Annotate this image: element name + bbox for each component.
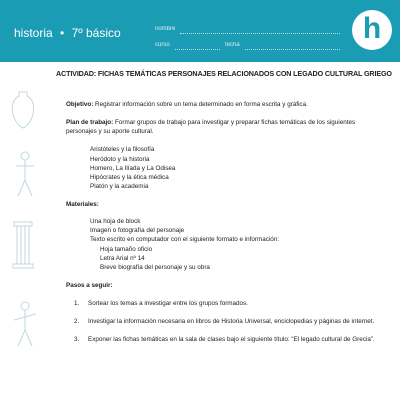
list-item: Imagen o fotografía del personaje [90, 227, 185, 235]
grade-text: 7º básico [71, 26, 121, 40]
page-header [0, 0, 400, 62]
step-number: 2. [74, 318, 80, 326]
plan-text: Formar grupos de trabajo para investigar y preparar fichas temáticas de los siguientes personajes y su aporte cultural. [66, 119, 356, 136]
name-line[interactable] [180, 33, 340, 34]
column-icon [10, 220, 36, 270]
step-text: Sortear los temas a investigar entre los grupos formados. [88, 300, 248, 307]
activity-title: ACTIVIDAD: FICHAS TEMÁTICAS PERSONAJES RELACIONADOS CON LEGADO CULTURAL GRIEGO [56, 69, 392, 78]
course-line[interactable] [175, 49, 220, 50]
plan-paragraph [66, 118, 386, 136]
list-item: Homero, La Ilíada y La Odisea [90, 164, 176, 172]
list-item [66, 317, 386, 326]
steps-label: Pasos a seguir: [66, 281, 113, 289]
greek-figure-icon [10, 150, 40, 200]
logo-letter: h [362, 11, 382, 45]
list-item: Aristóteles y la filosofía [90, 146, 155, 154]
list-item: Hipócrates y la ética médica [90, 173, 169, 181]
logo-h-icon [352, 10, 392, 50]
list-item: Letra Arial nº 14 [100, 254, 145, 262]
plan-label: Plan de trabajo: [66, 119, 114, 127]
list-item: Hoja tamaño oficio [100, 245, 153, 253]
step-number: 1. [74, 300, 80, 307]
subject-separator: • [60, 26, 65, 40]
format-list [66, 245, 386, 272]
objective-paragraph [66, 100, 386, 109]
date-label: fecha [225, 42, 240, 48]
list-item [66, 335, 386, 344]
materials-label: Materiales: [66, 201, 99, 208]
name-label: nombre [155, 26, 176, 32]
list-item: Breve biografía del personaje y su obra [100, 263, 210, 271]
document-body [66, 100, 386, 353]
list-item: Heródoto y la historia [90, 155, 150, 163]
materials-list [66, 217, 386, 244]
list-item [66, 299, 386, 308]
amphora-icon [10, 90, 36, 130]
list-item: Platón y la academia [90, 182, 149, 190]
steps-list [66, 299, 386, 344]
step-text: Investigar la información necesaria en libros de Historia Universal, enciclopedias y páginas de internet. [88, 318, 375, 326]
list-item: Una hoja de block [90, 218, 141, 226]
step-text: Exponer las fichas temáticas en la sala de clases bajo el siguiente título: “El legado cultural de Grecia”. [88, 336, 375, 344]
warrior-figure-icon [10, 300, 40, 350]
date-line[interactable] [245, 49, 340, 50]
subject-text: historia [14, 26, 53, 40]
topics-list [66, 145, 386, 191]
step-number: 3. [74, 336, 80, 344]
list-item: Texto escrito en computador con el siguiente formato e información: [90, 236, 280, 244]
objective-text: Registrar información sobre un tema determinado en forma escrita y gráfica. [93, 101, 308, 108]
course-label: curso [155, 42, 170, 48]
subject-label [14, 26, 121, 40]
objective-label: Objetivo: [66, 101, 94, 108]
